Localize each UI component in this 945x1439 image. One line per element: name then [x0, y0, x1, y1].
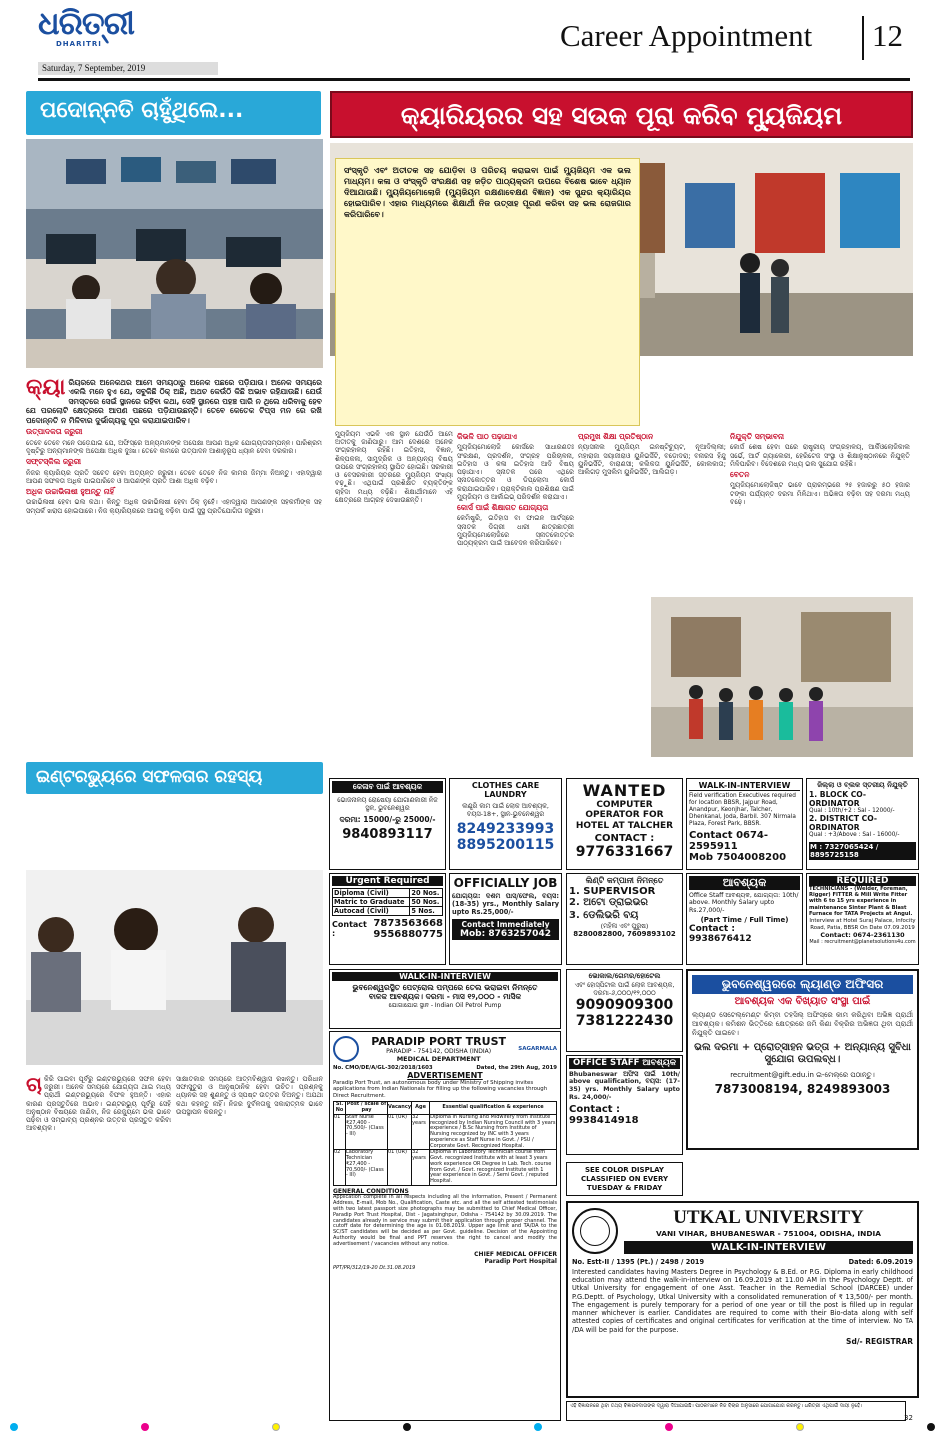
header-rule [38, 78, 910, 81]
ppt-ref: PPT/PR/312/19-20 Dt.31.08.2019 [333, 1264, 416, 1271]
ad-office-staff-2-contact-label: Contact : [569, 1104, 621, 1116]
ad-wanted-body: COMPUTER OPERATOR FOR HOTEL AT TALCHER [575, 800, 674, 831]
ad-laundry-phone-2: 8895200115 [456, 837, 555, 853]
ad-urgent-contact-label: Contact : [332, 920, 367, 938]
ppt-dated: Dated, the 29th Aug, 2019 [476, 1065, 557, 1071]
article2-col4-text: କୋର୍ସ ଶେଷ ହେବା ପରେ ରାଷ୍ଟ୍ରୀୟ ସଂଗ୍ରହାଳୟ, ଆର୍କିଓଲୋଜିକାଲ ସର୍ଭେ, ଆର୍ଟ ଗ୍ୟାଲେରୀ, ହେରିଟେଜ ସଂସ୍ଥା ଓ ଶିକ୍ଷାନୁଷ୍ଠାନରେ ନିଯୁକ୍ତି ମିଳିପାରିବ। ବିଦେଶରେ ମଧ୍ୟ ଭଲ ସୁଯୋଗ ରହିଛି। [730, 443, 910, 468]
print-registration-marks [10, 1423, 935, 1433]
utkal-seal-icon [572, 1208, 618, 1254]
article1-subhead-3: ଅଧିକ ଉଚ୍ଚାଭିଳାଷୀ ହୁଅନ୍ତୁ ନାହିଁ [26, 487, 115, 497]
article2-lead: ସଂସ୍କୃତି ଏବଂ ଅତୀତକ ସହ ଯୋଡ଼ିବା ଓ ପରିଚୟ କରାଇବା ପାଇଁ ମ୍ୟୁଜିୟମ ଏକ ଭଲ ମାଧ୍ୟମ। କଳା ଓ ସଂସ୍କୃତି ସଂରକ୍ଷଣ ସହ ଜଡ଼ିତ ପାଠ୍ୟକ୍ରମ ଉପରେ ବିଶେଷ ଭାବେ ଧ୍ୟାନ ଦିଆଯାଉଛି। ମ୍ୟୁଜିୟମୋଲୋଜି (ମ୍ୟୁଜିୟମ ରକ୍ଷଣାବେକ୍ଷଣ ବିଜ୍ଞାନ) ଏକ ସୁନ୍ଦର କ୍ୟାରିୟର ହୋଇପାରିବ। ଏହାର ମାଧ୍ୟମରେ ଶିକ୍ଷାର୍ଥୀ ନିଜ ଉତ୍ସାହ ପୂରଣ କରିବା ସହ ଭଲ ରୋଜଗାର କରିପାରିବେ। [344, 165, 631, 220]
ppt-address: PARADIP - 754142, ODISHA (INDIA) [386, 1048, 492, 1055]
ad-coordinator-post-2: 2. DISTRICT CO-ORDINATOR [809, 813, 877, 832]
ad-urgent [329, 873, 446, 965]
ad-walkin-field-phone-2: 7504008200 [716, 851, 787, 863]
article2-subhead-3: ନିଯୁକ୍ତି ସମ୍ଭାବନା [730, 432, 784, 441]
classified-notice-text: SEE COLOR DISPLAY CLASSIFIED ON EVERY TUESDAY & FRIDAY [580, 1166, 669, 1193]
classified-notice [566, 1162, 683, 1196]
table-cell: 32 years [412, 1150, 430, 1186]
ad-official-job-body: ଯୋଗ୍ୟତା: ଦଶମ ପାସ୍/ଫେଲ, ବୟସ: (18-35) yrs., Monthly Salary upto Rs.25,000/- [452, 892, 559, 917]
ppt-th-sl: Sl. No [334, 1102, 346, 1115]
logo-odia: ଧରିତ୍ରୀ [38, 4, 134, 42]
article3-col1-text: କିରି ପାଇବା ପୂର୍ବରୁ ଇଣ୍ଟରଭ୍ୟୁରେ ସଫଳ ହେବା ଜରୁରୀ। ଅନେକ ସମୟରେ ଯୋଗ୍ୟତା ଥାଇ ମଧ୍ୟ ପ୍ରାର୍ଥୀ ଇଣ୍ଟରଭ୍ୟୁରେ ବିଫଳ ହୁଅନ୍ତି। ଏହାର କାରଣ ପ୍ରସ୍ତୁତିରେ ଅଭାବ। ଇଣ୍ଟରଭ୍ୟୁ ପୂର୍ବରୁ ସେହି ଅନୁଷ୍ଠାନ ବିଷୟରେ ଜାଣିବା, ନିଜ ରେଜ୍ୟୁମେ ଭଲ ଭାବେ ପଢ଼ିବା ଓ ସମ୍ଭାବ୍ୟ ପ୍ରଶ୍ନର ଉତ୍ତର ପ୍ରସ୍ତୁତ କରିବା ଆବଶ୍ୟକ। [26, 1075, 171, 1133]
ad-official-job-title: OFFICIALLY JOB [453, 876, 558, 890]
ad-walkin-field-mob-label: Mob [689, 851, 713, 863]
article3-dropcap: ଚା [26, 1075, 42, 1096]
ad-petrol-pump-line-2: ବାଳକ ଆବଶ୍ୟକ। ଦରମା - ମାସ ୧୨,୦୦୦ - ମାସିକ [368, 992, 522, 1002]
article2-headline: କ୍ୟାରିୟରର ସହ ସଉକ ପୂରା କରିବ ମ୍ୟୁଜିୟମ [330, 91, 913, 138]
museum-photo-bottom [651, 597, 913, 757]
ppt-th-vacancy: Vacancy [388, 1102, 412, 1115]
ad-coordinator [806, 778, 919, 870]
ad-company-phones: 8280082800, 7609893102 [573, 930, 676, 938]
ad-walkin-field-body: Field verification Executives required for location BBSR, Jajpur Road, Anandpur, Keonjhar, Talcher, Dhenkanal, Joda, Barbil. 307 Nirmala Plaza, Forest Park, BBSR. [689, 793, 796, 827]
article2-col-2 [457, 430, 574, 756]
article1-headline: ପଦୋନ୍ନତି ଚାହୁଁଥିଲେ... [26, 91, 321, 135]
ad-walkin-field [686, 778, 803, 870]
ad-wanted-contact-label: CONTACT : [594, 833, 655, 845]
article1-body [26, 378, 322, 746]
article2-subhead-5: କୋର୍ସ ପାଇଁ ଶିକ୍ଷାଗତ ଯୋଗ୍ୟତା [457, 503, 549, 513]
section-title: Career Appointment [560, 18, 813, 53]
ad-kitchen [329, 778, 446, 870]
ad-company-title: ଲିଣ୍ଟି କମ୍ପାନୀ ନିମନ୍ତେ [585, 876, 664, 885]
ad-urgent-row-1-count: 20 Nos. [410, 889, 443, 898]
table-cell: 01 (UR) [388, 1114, 412, 1150]
ad-urgent-row-3: Autocad (Civil) [333, 907, 410, 916]
ad-official-job [449, 873, 562, 965]
ad-coordinator-phone-label: M : [810, 842, 823, 851]
ad-wanted [566, 778, 683, 870]
ad-land-officer-mail: recruitment@gift.edu.in ଇ-ମେଲ୍‌ରେ ପଠାନ୍ତୁ। [730, 1070, 875, 1079]
ad-walkin-field-title: WALK-IN-INTERVIEW [689, 781, 800, 791]
ad-office-staff-contact-label: Contact : [689, 924, 735, 935]
ppt-dept: MEDICAL DEPARTMENT [396, 1055, 481, 1063]
ad-urgent-row-3-count: 5 Nos. [410, 907, 443, 916]
table-cell: Diploma in Laboratory Technician course from Govt. recognized Institute with at least 3 years work experience OR Degree in Lab. Tech. course from Govt. / Govt. recognized Institute with 1 year experience in Govt. / Semi Govt. / reputed Hospital. [430, 1150, 557, 1186]
ad-office-staff-note: (Part Time / Full Time) [700, 916, 789, 925]
ppt-title: PARADIP PORT TRUST [371, 1035, 506, 1048]
ad-company-item-2: 2. ଅଟୋ ଡ୍ରାଇଭର [569, 897, 648, 908]
ad-land-officer-perks: ଭଲ ଦରମା + ପ୍ରୋତ୍ସାହନ ଭତ୍ତା + ଅନ୍ୟାନ୍ୟ ସୁବିଧା ସୁଯୋଗ ଉପଲବ୍ଧ। [694, 1041, 911, 1066]
table-row [334, 1150, 557, 1186]
ppt-intro: Paradip Port Trust, an autonomous body under Ministry of Shipping invites applications from Indian Nationals for filling up the following vacancies through Direct Recruitment. [333, 1080, 548, 1099]
article2-col-3 [578, 430, 726, 594]
ppt-th-qualification: Essential qualification & experience [430, 1102, 557, 1115]
ad-office-staff [686, 873, 803, 965]
article2-col5-text: ମ୍ୟୁଜିୟମୋଲୋଜିଷ୍ଟ ଭାବେ ପ୍ରାରମ୍ଭରେ ୨୫ ହଜାରରୁ ୫୦ ହଜାର ଟଙ୍କା ପର୍ଯ୍ୟନ୍ତ ଦରମା ମିଳିଥାଏ। ଅଭିଜ୍ଞତା ବଢ଼ିବା ସହ ଦରମା ମଧ୍ୟ ବଢ଼େ। [730, 481, 910, 506]
ad-coordinator-title: ଜିଲ୍ଲା ଓ ବ୍ଲକ ସ୍ତରୀୟ ନିଯୁକ୍ତି [817, 781, 908, 789]
ad-hotel-title: ଭୋକାଲ/ଗେମର/ହୋଟେଲ [588, 972, 661, 980]
ad-official-job-phone: Mob: 8763257042 [460, 928, 551, 939]
ad-laundry [449, 778, 562, 870]
utkal-body: Interested candidates having Masters Degree in Psychology & B.Ed. or P.G. Diploma in early childhood education may attend the walk-in-interview on 16.09.2019 at 11.00 AM in the Psychology Deptt. of Utkal University for engagement of one Asst. Teacher in the Remedial School (DARCEE) under P.G.Deptt. of Psychology, Utkal University with a consolidated remuneration of ₹ 13,500/- per month. The engagement is purely temporary for a period of one year or till the post is filled up in regular manner whichever is earlier. Candidates are required to come with their Bio-data along with self attested copies of certificates and original certificates for verification at the time of interview. No TA /DA will be paid for the purpose. [572, 1268, 913, 1334]
table-row [334, 1114, 557, 1150]
ad-company-note: (ମହିଳା ଏବଂ ପୁରୁଷ) [600, 922, 649, 930]
ad-hotel-phone-2: 7381222430 [575, 1012, 674, 1029]
ad-petrol-pump-line-1: ଭୁବନେଶ୍ୱରସ୍ଥିତ ପେଟ୍ରୋଲ ପମ୍ପରେ ତେଲ ଭରାଇବା ନିମନ୍ତେ [352, 983, 538, 992]
table-cell: Laboratory Technician ₹27,400 - 70,500/- (Class - III) [346, 1150, 388, 1186]
article3-col2-text: ସାକ୍ଷାତକାର ସମୟରେ ଆତ୍ମବିଶ୍ୱାସ ରଖନ୍ତୁ। ପରିଧାନ ସଫାସୁତୁରା ଓ ଆନୁଷ୍ଠାନିକ ହେବା ଉଚିତ। ପ୍ରଶ୍ନକୁ ଧ୍ୟାନର ସହ ଶୁଣନ୍ତୁ ଓ ସ୍ପଷ୍ଟ ଉତ୍ତର ଦିଅନ୍ତୁ। ଅଯଥା କଥା କହନ୍ତୁ ନାହିଁ। ନିଜର ଦୁର୍ବଳତାକୁ ସକାରାତ୍ମକ ଭାବେ ଉପସ୍ଥାପନ କରନ୍ତୁ। [176, 1075, 323, 1116]
article2-subhead-1: କିଭଳି ପାଠ ପଢ଼ାଯାଏ [457, 432, 517, 441]
ad-land-officer-sub: ଆବଶ୍ୟକ ଏକ ବିଖ୍ୟାତ ସଂସ୍ଥା ପାଇଁ [734, 996, 871, 1007]
table-cell: 02 [334, 1150, 346, 1186]
ppt-logo-icon [333, 1036, 359, 1062]
ad-technicians-body: TECHNICIANS - (Welder, Foreman, Rigger) FITTER & Mill Write Fitter with 6 to 15 yrs experience in maintenance Sinter Plant & Blast Furnace for TATA Projects at Angul. [809, 886, 913, 917]
ad-office-staff-2-body: Bhubaneswar ଅଫିସ ପାଇଁ 10th/ above qualification, ବୟସ: (17-35) yrs. Monthly Salary upto Rs. 24,000/- [569, 1070, 680, 1102]
ppt-signature: CHIEF MEDICAL OFFICER [474, 1250, 557, 1258]
table-cell: 32 years [412, 1114, 430, 1150]
ppt-adv-title: ADVERTISEMENT [407, 1071, 483, 1080]
ppt-conditions-title: GENERAL CONDITIONS [333, 1187, 409, 1195]
ad-land-officer-title: ଭୁବନେଶ୍ୱରରେ ଲ୍ୟାଣ୍ଡ ଅଫିସର [692, 975, 913, 994]
ad-urgent-row-2-count: 50 Nos. [410, 898, 443, 907]
utkal-ref-no: No. Estt-II / 1395 (Pt.) / 2498 / 2019 [572, 1258, 705, 1266]
article1-dropcap: କ୍ୟା [26, 378, 66, 400]
table-cell: Diploma in Nursing and Midwifery from institute recognized by Indian Nursing Council with 3 years experience / B.Sc Nursing from Institute of Nursing recognized by INC with 3 years experience as Staff Nurse in Govt. / PSU / Corporate Govt. Recognized Hospital. [430, 1113, 556, 1149]
ad-walkin-field-phone-1: 0674-2595911 [689, 829, 769, 852]
utkal-title: UTKAL UNIVERSITY [673, 1207, 864, 1228]
ad-kitchen-body: ଭୋଜନାଳୟ ରୋଷେୟା ଯୋଗାଣକାରୀ ନିଜ ସ୍ଥଳ, ଭୁବନେଶ୍ୱର [337, 796, 438, 812]
logo-latin: DHARITRI [56, 40, 102, 48]
utkal-walkin-bar: WALK-IN-INTERVIEW [624, 1241, 913, 1254]
ad-petrol-pump-line-3: ଯୋଗାଯୋଗ ସ୍ଥାନ - Indian Oil Petrol Pump [388, 1001, 502, 1009]
page-number: 12 [872, 18, 903, 53]
ad-technicians-contact: Contact: 0674-2361130 [820, 931, 905, 940]
article3-col-1 [26, 1075, 171, 1396]
ad-company [566, 873, 683, 965]
ad-urgent-phone-1: 7873563668 [373, 918, 443, 929]
table-cell: 01 (UR) [388, 1150, 412, 1186]
footer-page-number: 32 [904, 1414, 913, 1422]
ad-official-job-contact-label: Contact Immediately [461, 919, 550, 929]
article1-subhead-2: ସଫ୍ଟସ୍କିଲ ଜରୁରୀ [26, 457, 82, 467]
ppt-vacancy-table [333, 1101, 557, 1186]
ad-kitchen-title: କେଳାବ ପାଇଁ ଆବଶ୍ୟକ [332, 781, 443, 793]
ad-urgent-row-2: Matric to Graduate [333, 898, 410, 907]
ad-coordinator-phones: 7327065424 / 8895725158 [810, 842, 879, 859]
ad-walkin-field-contact-label: Contact [689, 829, 733, 841]
ad-land-officer-body: ଲ୍ୟାଣ୍ଡ ସେଟେଲ୍‌ମେଣ୍ଟ କିମ୍ବା ତହସିଲ୍ ଅଫିସ୍‌ରେ କାମ କରିଥିବା ଅଭିଜ୍ଞ ପ୍ରାର୍ଥୀ ଆବଶ୍ୟକ। କମିଶନ ଭିତ୍ତିରେ କ୍ଷେତ୍ରରେ ଜମି କିଣା ବିକ୍ରିର ଅଭିଜ୍ଞତା ଥିବା ପ୍ରାର୍ଥୀ ନିଯୁକ୍ତି ପାଇବେ। [692, 1010, 913, 1037]
disclaimer-text: ଏହି ବିଜ୍ଞାପନରେ ଥିବା ତଥ୍ୟ ବିଜ୍ଞାପନଦାତାଙ୍କ ଦ୍ୱାରା ଦିଆଯାଇଛି। ପାଠକମାନେ ନିଜ ବିଚାର ଅନୁସାରେ ଯୋଗାଯୋଗ କରନ୍ତୁ। ଧରିତ୍ରୀ ଏଥିପାଇଁ ଦାୟୀ ନୁହେଁ। [570, 1403, 863, 1409]
ad-laundry-phone-1: 8249233993 [456, 821, 555, 837]
article2-col3-text: ନ୍ୟାସନାଲ ମ୍ୟୁଜିୟମ ଇନଷ୍ଟିଚ୍ୟୁଟ, ନୂଆଦିଲ୍ଲୀ; ମହାରାଜା ସୟାଜୀରାଓ ୟୁନିଭର୍ସିଟି, ବଡ଼ୋଦରା; ବନାରସ ହିନ୍ଦୁ ୟୁନିଭର୍ସିଟି, ବାରାଣସୀ; କଲିକତା ୟୁନିଭର୍ସିଟି, କୋଲକାତା; ଆଲିଗଡ଼ ମୁସଲିମ ୟୁନିଭର୍ସିଟି, ଆଲିଗଡ଼। [578, 443, 726, 477]
ad-technicians-title: REQUIRED [809, 876, 916, 886]
issue-date: Saturday, 7 September, 2019 [38, 62, 218, 75]
ad-hotel-phone-1: 9090909300 [575, 996, 674, 1013]
ad-urgent-phone-2: 9556880775 [373, 929, 443, 940]
article1-para-1: ତେବେ ତେବେ ମନେ ପଡ଼େଯାଇ ଯେ, ଅଫିସ୍‌ରେ ଅନ୍ୟମାନଙ୍କ ଅପେକ୍ଷା ଆପଣ ଅଧିକ ଯୋଗ୍ୟତାସମ୍ପନ୍ନ। ପାରିଶ୍ରମ ଦୃଷ୍ଟିରୁ ଅନ୍ୟମାନଙ୍କ ଅପେକ୍ଷା ଅଧିକ ଦୁଃଖ। ତେବେ କାମରେ ଉତ୍ପାଦନ ଆଶାନୁରୂପ ଧ୍ୟାନ ଦେବା ଦରକାର। [26, 438, 322, 456]
article2-col1-text: ମ୍ୟୁଜିୟମ ଏଭଳି ଏକ ସ୍ଥାନ ଯେଉଁଠି ଆମେ ଅତୀତକୁ ଜାଣିପାରୁ। ଆମ ଦେଶରେ ଅନେକ ସଂଗ୍ରହାଳୟ ରହିଛି। ଇତିହାସ, ବିଜ୍ଞାନ, ଶିଳ୍ପକଳା, ସାମୁଦ୍ରିକ ଓ ଅନ୍ୟାନ୍ୟ ବିଷୟ ଉପରେ ସଂଗ୍ରହାଳୟ ସ୍ଥାପିତ ହୋଇଛି। ସରକାରୀ ଓ ବେସରକାରୀ ସ୍ତରରେ ମ୍ୟୁଜିୟମ ସଂଖ୍ୟା ବଢ଼ୁଛି। ଏଥିପାଇଁ ପ୍ରଶିକ୍ଷିତ ବ୍ୟକ୍ତିଙ୍କ ଚାହିଦା ମଧ୍ୟ ବଢ଼ିଛି। ଶିକ୍ଷାର୍ଥୀମାନେ ଏହି କ୍ଷେତ୍ରରେ ଆଗ୍ରହ ଦେଖାଉଛନ୍ତି। [335, 430, 453, 504]
ppt-th-post: Post / scale of pay [346, 1101, 387, 1114]
ad-coordinator-post-1-info: Qual : 10th/+2 : Sal - 12000/- [809, 807, 895, 814]
article1-intro: ରିୟରରେ ଅନେକଥର ଆମେ ସମୟଠାରୁ ଅନେକ ପଛରେ ପଡ଼ିଯାଉ। ଅନେକ ସମୟରେ ଏକଲି ମନେ ହୁଏ ଯେ, ସବୁକିଛି ଠିକ୍ ଅଛି, ଅଥଚ କେଉଁଠି କିଛି ଅଭାବ ରହିଯାଉଛି। ଯେଉଁ ସମସ୍ତରେ ସେଇଁ ସ୍ଥାନରେ ରହିବା କଥା, ସେହି ସ୍ଥାନରେ ପହଞ୍ଚ ପାରି ନ ଥିଲେ ଧରିବାକୁ ହେବ ଯେ ପରଲୋଟି କ୍ଷେତ୍ରରେ ଆପଣ ପଛରେ ପଡ଼ିଯାଉଛନ୍ତି। ତେବେ କେତେକ ଟିପ୍ସ ମନ ରେ ରଖି ପଦୋନ୍ନତି ନ ମିଳିବାର ଦୁର୍ଭାଗ୍ୟକୁ ଦୂର କରାଯାଇପାରିବ। [26, 378, 322, 425]
header-divider [862, 16, 864, 60]
table-cell: 01 [334, 1114, 346, 1150]
interview-photo [26, 870, 323, 1065]
table-cell: Staff Nurse ₹27,400 - 70,500/- (Class - III) [346, 1114, 388, 1150]
utkal-dated: Dated: 6.09.2019 [848, 1258, 913, 1266]
ppt-ref-no: No. CMO/DE/A/GL-302/2018/1603 [333, 1065, 433, 1071]
article3-col-2 [176, 1075, 323, 1396]
article2-subhead-4: ବେତନ [730, 470, 750, 480]
ad-urgent-title: Urgent Required [332, 876, 443, 886]
ad-petrol-pump-title: WALK-IN-INTERVIEW [332, 972, 558, 981]
dharitri-logo [38, 6, 158, 46]
article2-col6-text: କେମିଷ୍ଟ୍ରି, ଇତିହାସ ବା ଫାଇନ ଆର୍ଟସ୍‌ରେ ସ୍ନାତକ ଡିଗ୍ରୀ ଧାରୀ ଛାତ୍ରଛାତ୍ରୀ ମ୍ୟୁଜିୟମୋଲୋଜିରେ ସ୍ନାତକୋତ୍ତର ପାଠ୍ୟକ୍ରମ ପାଇଁ ଆବେଦନ କରିପାରିବେ। [457, 514, 574, 548]
article2-subhead-2: ପ୍ରମୁଖ ଶିକ୍ଷା ପ୍ରତିଷ୍ଠାନ [578, 432, 654, 441]
office-photo [26, 139, 323, 368]
utkal-signature: Sd/- REGISTRAR [846, 1336, 913, 1346]
ad-office-staff-2-phone: 9938414918 [569, 1115, 639, 1127]
ad-coordinator-post-2-info: Qual : +3/Above : Sal - 16000/- [809, 831, 900, 838]
ad-technicians-mail: Mail : recruitment@planetsolutions4u.com [809, 939, 916, 946]
disclaimer-box [566, 1401, 906, 1421]
ad-office-staff-phone: 9938676412 [689, 934, 752, 945]
ad-land-officer [686, 969, 919, 1150]
ad-kitchen-phone: 9840893117 [342, 827, 433, 842]
ad-technicians [806, 873, 919, 965]
utkal-address: VANI VIHAR, BHUBANESWAR - 751004, ODISHA, INDIA [656, 1229, 881, 1238]
ad-hotel-body: ଏବଂ ହୋସ୍ପିଟାଲ ପାଇଁ ଲୋକ ଆବଶ୍ୟକ, ଦରମା-୬,୦୦୦/୧୨,୦୦୦ [574, 980, 675, 997]
ad-petrol-pump [329, 969, 561, 1029]
ad-utkal-university [566, 1201, 919, 1398]
ppt-conditions: Application complete in all respects including all the information, Present / Permanent Address, E-mail, Mob No., Qualification, Caste etc. and all the self attested testimonials with two latest passport size photographs may be submitted to Chief Medical Officer, Paradip Port Trust Hospital, Dist - Jagatsinghpur, Odisha - 754142 by 30.09.2019. The candidates already in service may submit their application through proper channel. The cutoff date for determining the age is 01.08.2019. Upper age limit and TA/DA to the SC/ST candidates will be decided as per Govt. guideline. Decision of the Appointing Authority would be final and PPT reserves the right to cancel and modify the advertisement / vacancies without any notice. [333, 1193, 557, 1248]
ad-coordinator-post-1: 1. BLOCK CO-ORDINATOR [809, 789, 867, 808]
article2-col-4 [730, 430, 910, 594]
ad-hotel [566, 969, 683, 1052]
ppt-signature-2: Paradip Port Hospital [484, 1257, 557, 1265]
ad-technicians-interview: Interview at Hotel Suraj Palace, Infocity Road, Patia, BBSR On Date 07.09.2019 [809, 918, 916, 931]
article2-col2-text: ମ୍ୟୁଜିୟମୋଲୋଜି କୋର୍ସରେ ସାଧାରଣତଃ ସଂରକ୍ଷଣ, ପ୍ରଦର୍ଶନ, ସଂଗ୍ରହ ପରିଚାଳନା, ଇତିହାସ ଓ କଳା ଇତିହାସ ଆଦି ବିଷୟ ପଢ଼ାଯାଏ। ସ୍ନାତକ ପରେ ଏଥିରେ ସ୍ନାତକୋତ୍ତର ଓ ଡିପ୍ଲୋମା କୋର୍ସ କରାଯାଇପାରିବ। ପ୍ରାକ୍ଟିକାଲ ପ୍ରଶିକ୍ଷଣ ପାଇଁ ମ୍ୟୁଜିୟମ ଓ ଆର୍କାଇଭ୍ ପରିଦର୍ଶନ କରାଯାଏ। [457, 443, 574, 501]
ad-office-staff-2 [566, 1055, 683, 1155]
ad-kitchen-salary: ଦରମା: 15000/-ରୁ 25000/- [339, 815, 436, 824]
article2-lead-box [335, 158, 640, 426]
ad-laundry-title: CLOTHES CARE LAUNDRY [471, 781, 540, 799]
article2-col-1 [335, 430, 453, 756]
article1-subhead-1: ଉତ୍ପାଦକତା ଜରୁରୀ [26, 427, 83, 437]
article3-spacer [176, 870, 177, 871]
ad-paradip-port [329, 1031, 561, 1421]
ad-office-staff-body: Office Staff ଆବଶ୍ୟକ, ଯୋଗ୍ୟତା: 10th/ above. Monthly Salary upto Rs.27,000/- [689, 891, 799, 914]
ad-company-item-1: 1. SUPERVISOR [569, 886, 656, 897]
article3-headline: ଇଣ୍ଟରଭ୍ୟୁରେ ସଫଳତାର ରହସ୍ୟ [26, 762, 323, 794]
ad-company-item-3: 3. ଡେଲିଭରି ବୟ [569, 909, 639, 921]
article1-para-2: ନିଜର କ୍ୟାରିୟର ପ୍ରତି ସଚେତ ହେବା ଅତ୍ୟନ୍ତ ଜରୁରୀ। ତେବେ ତେବେ ନିଜ କାମର ଜିମ୍ମା ନିଅନ୍ତୁ। ଏହାଦ୍ୱାରା ଆପଣ ସଫଳତା ଅଧିକ ପାଇପାରିବେ ଓ ଆପଣଙ୍କ ପ୍ରତି ଆଶା ଅଧିକ ବଢ଼ିବ। [26, 468, 322, 485]
ad-wanted-title: WANTED [582, 781, 667, 800]
ad-land-officer-phones: 7873008194, 8249893003 [714, 1081, 891, 1096]
ad-office-staff-title: ଆବଶ୍ୟକ [689, 876, 800, 890]
ad-wanted-phone: 9776331667 [575, 844, 674, 861]
ad-office-staff-2-title: OFFICE STAFF ଆବଶ୍ୟକ [569, 1058, 680, 1069]
ad-laundry-body: ଲଣ୍ଡ୍ରି କାମ ପାଇଁ ଲୋକ ଆବଶ୍ୟକ, ବୟସ-18+, ସ୍ଥାନ-ଭୁବନେଶ୍ୱର [462, 802, 549, 818]
sagarmala-logo: SAGARMALA [518, 1046, 557, 1052]
article1-para-3: ଉଚ୍ଚାଭିଳାଷୀ ହେବା ଭଲ କଥା। କିନ୍ତୁ ଅଧିକ ଉଚ୍ଚାଭିଳାଷୀ ହେବା ଠିକ୍ ନୁହେଁ। ଏହାଦ୍ୱାରା ଆପଣଙ୍କ ସହକର୍ମୀଙ୍କ ସହ ସମ୍ପର୍କ ଖରାପ ହୋଇପାରେ। ନିଜ କ୍ୟାରିୟରରେ ଆଗକୁ ବଢ଼ିବା ପାଇଁ ସୁସ୍ଥ ପ୍ରତିଯୋଗିତା ଜରୁରୀ। [26, 498, 322, 515]
ppt-th-age: Age [412, 1102, 430, 1115]
ad-urgent-row-1: Diploma (Civil) [333, 889, 410, 898]
